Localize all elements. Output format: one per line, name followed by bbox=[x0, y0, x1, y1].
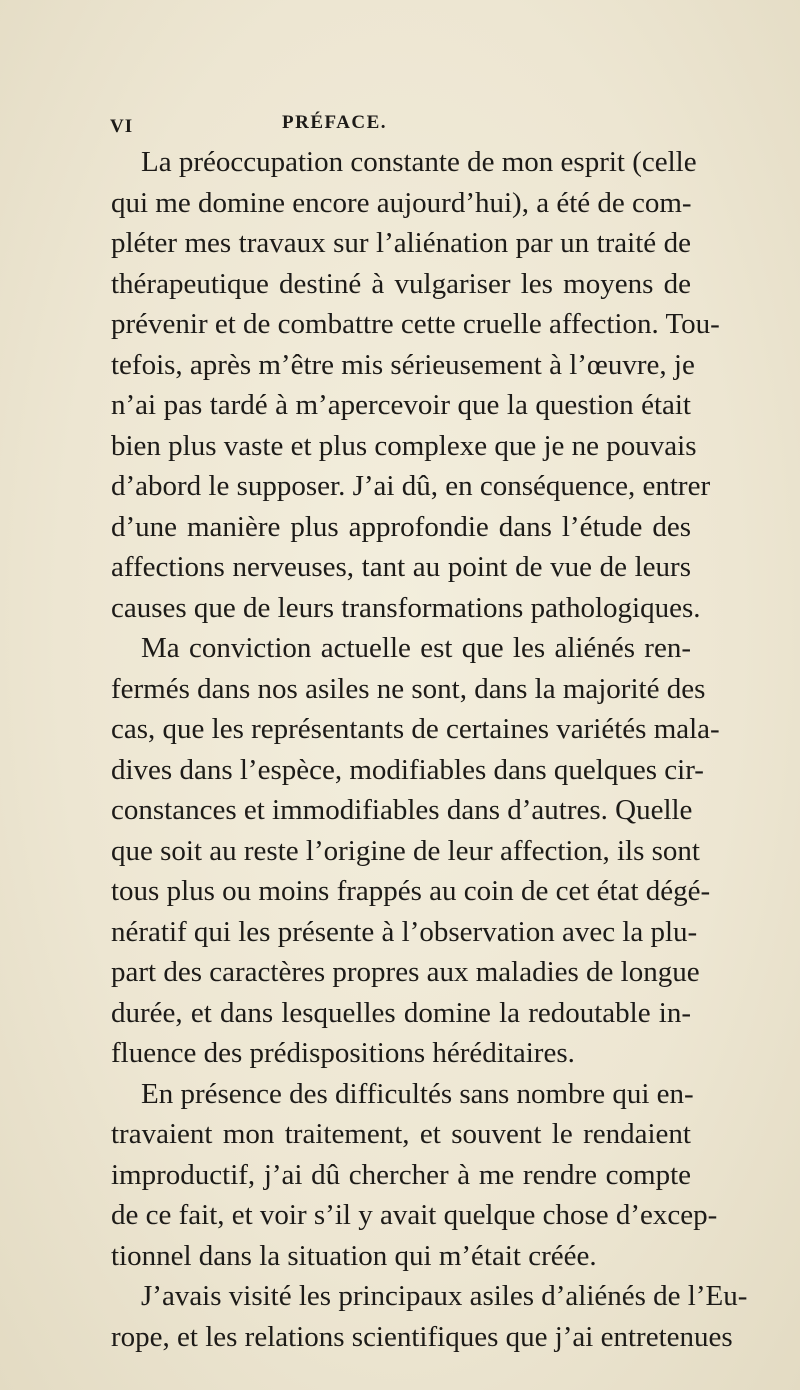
text-line: affections nerveuses, tant au point de vue de leurs bbox=[111, 551, 691, 583]
text-line: qui me domine encore aujourd’hui), a été de com- bbox=[111, 186, 692, 219]
text-line: travaient mon traitement, et souvent le rendaient bbox=[111, 1118, 691, 1150]
text-line: durée, et dans lesquelles domine la redoutable in- bbox=[111, 996, 691, 1029]
page-number: VI bbox=[110, 116, 134, 137]
text-line: que soit au reste l’origine de leur affection, ils sont bbox=[111, 834, 700, 867]
text-line: En présence des difficultés sans nombre qui en- bbox=[141, 1077, 694, 1110]
text-line: part des caractères propres aux maladies de longue bbox=[111, 956, 700, 988]
text-line: improductif, j’ai dû chercher à me rendre compte bbox=[111, 1158, 691, 1191]
text-line: dives dans l’espèce, modifiables dans quelques cir- bbox=[111, 753, 704, 786]
text-line: J’avais visité les principaux asiles d’aliénés de l’Eu- bbox=[141, 1280, 748, 1312]
text-line: tefois, après m’être mis sérieusement à l’œuvre, je bbox=[111, 348, 695, 381]
text-line: nératif qui les présente à l’observation avec la plu- bbox=[111, 915, 698, 948]
text-line: thérapeutique destiné à vulgariser les moyens de bbox=[111, 267, 691, 300]
text-line: Ma conviction actuelle est que les aliénés ren- bbox=[141, 632, 691, 664]
text-line: fluence des prédispositions héréditaires. bbox=[111, 1037, 575, 1069]
text-line: La préoccupation constante de mon esprit (celle bbox=[141, 146, 697, 178]
text-line: n’ai pas tardé à m’apercevoir que la question était bbox=[111, 389, 691, 421]
text-line: d’abord le supposer. J’ai dû, en conséquence, entrer bbox=[111, 470, 711, 502]
text-line: prévenir et de combattre cette cruelle affection. Tou- bbox=[111, 308, 720, 340]
text-line: pléter mes travaux sur l’aliénation par un traité de bbox=[111, 227, 691, 259]
text-line: tionnel dans la situation qui m’était créée. bbox=[111, 1239, 597, 1272]
running-title: PRÉFACE. bbox=[282, 112, 388, 133]
text-line: constances et immodifiables dans d’autres. Quelle bbox=[111, 794, 693, 826]
text-line: cas, que les représentants de certaines variétés mala- bbox=[111, 713, 720, 745]
text-line: bien plus vaste et plus complexe que je ne pouvais bbox=[111, 429, 697, 462]
text-line: de ce fait, et voir s’il y avait quelque chose d’excep- bbox=[111, 1199, 718, 1231]
text-line: d’une manière plus approfondie dans l’étude des bbox=[111, 510, 691, 543]
body-text bbox=[111, 142, 748, 1357]
text-line: causes que de leurs transformations pathologiques. bbox=[111, 591, 701, 624]
page-header bbox=[0, 112, 800, 142]
text-line: tous plus ou moins frappés au coin de cet état dégé- bbox=[111, 875, 711, 907]
text-line: fermés dans nos asiles ne sont, dans la majorité des bbox=[111, 672, 706, 705]
text-line: rope, et les relations scientifiques que j’ai entretenues bbox=[111, 1320, 733, 1353]
